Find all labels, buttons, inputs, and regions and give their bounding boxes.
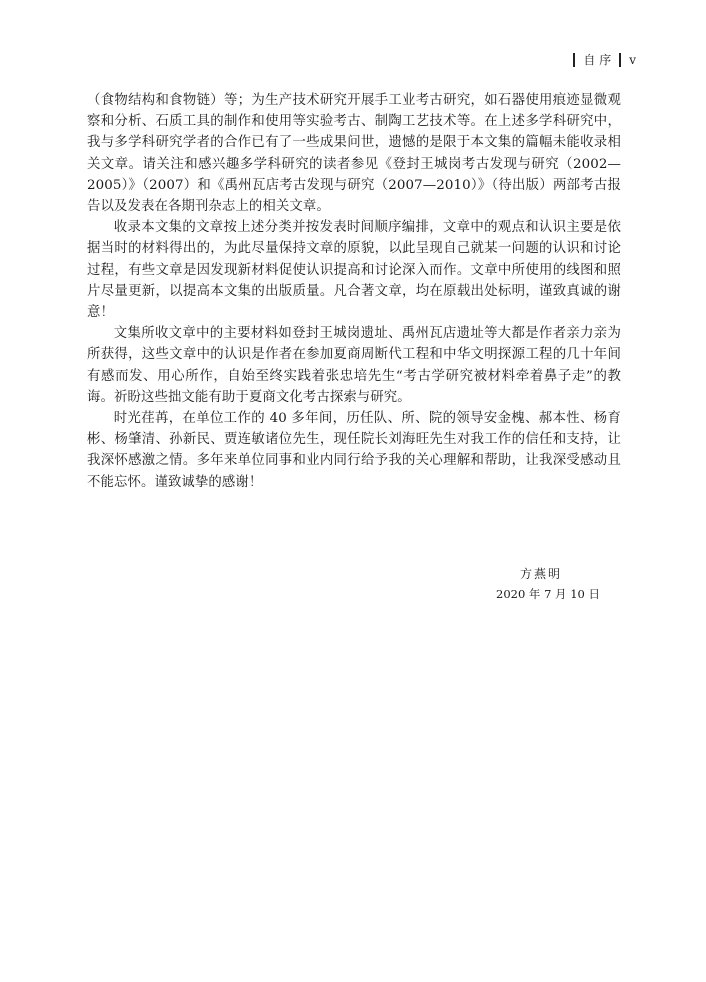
paragraph-materials: 文集所收文章中的主要材料如登封王城岗遗址、禹州瓦店遗址等大都是作者亲力亲为所获得，这些文章中的认识是作者在参加夏商周断代工程和中华文明探源工程的几十年间有感而发、用心所作，自始至终实践着张忠培先生“考古学研究被材料牵着鼻子走”的教诲。祈盼这些拙文能有助于夏商文化考古探索与研究。 bbox=[87, 326, 621, 405]
paragraph-arrangement: 收录本文集的文章按上述分类并按发表时间顺序编排，文章中的观点和认识主要是依据当时的材料得出的，为此尽量保持文章的原貌，以此呈现自己就某一问题的认识和讨论过程，有些文章是因发现新材料促使认识提高和讨论深入而作。文章中所使用的线图和照片尽量更新，以提高本文集的出版质量。凡合著文章，均在原载出处标明，谨致真诚的谢意！ bbox=[87, 220, 621, 321]
running-header bbox=[573, 52, 636, 68]
paragraph-continuation: （食物结构和食物链）等；为生产技术研究开展手工业考古研究，如石器使用痕迹显微观察和分析、石质工具的制作和使用等实验考古、制陶工艺技术等。在上述多学科研究中，我与多学科研究学者的合作已有了一些成果问世，遗憾的是限于本文集的篇幅未能收录相关文章。请关注和感兴趣多学科研究的读者参见《登封王城岗考古发现与研究（2002—2005）》（2007）和《禹州瓦店考古发现与研究（2007—2010）》（待出版）两部考古报告以及发表在各期刊杂志上的相关文章。 bbox=[87, 93, 621, 215]
page-number: v bbox=[629, 53, 636, 67]
header-divider-left bbox=[573, 53, 575, 67]
header-divider-right bbox=[619, 53, 621, 67]
signature-date: 2020 年 7 月 10 日 bbox=[496, 587, 600, 601]
paragraph-acknowledgements: 时光荏苒，在单位工作的 40 多年间，历任队、所、院的领导安金槐、郝本性、杨育彬、杨肇清、孙新民、贾连敏诸位先生，现任院长刘海旺先生对我工作的信任和支持，让我深怀感激之情。多年来单位同事和业内同行给予我的关心理解和帮助，让我深受感动且不能忘怀。谨致诚挚的感谢！ bbox=[87, 411, 621, 490]
header-section-title: 自 序 bbox=[583, 53, 612, 67]
author-signature: 方燕明 bbox=[520, 567, 563, 581]
preface-body bbox=[87, 90, 621, 493]
